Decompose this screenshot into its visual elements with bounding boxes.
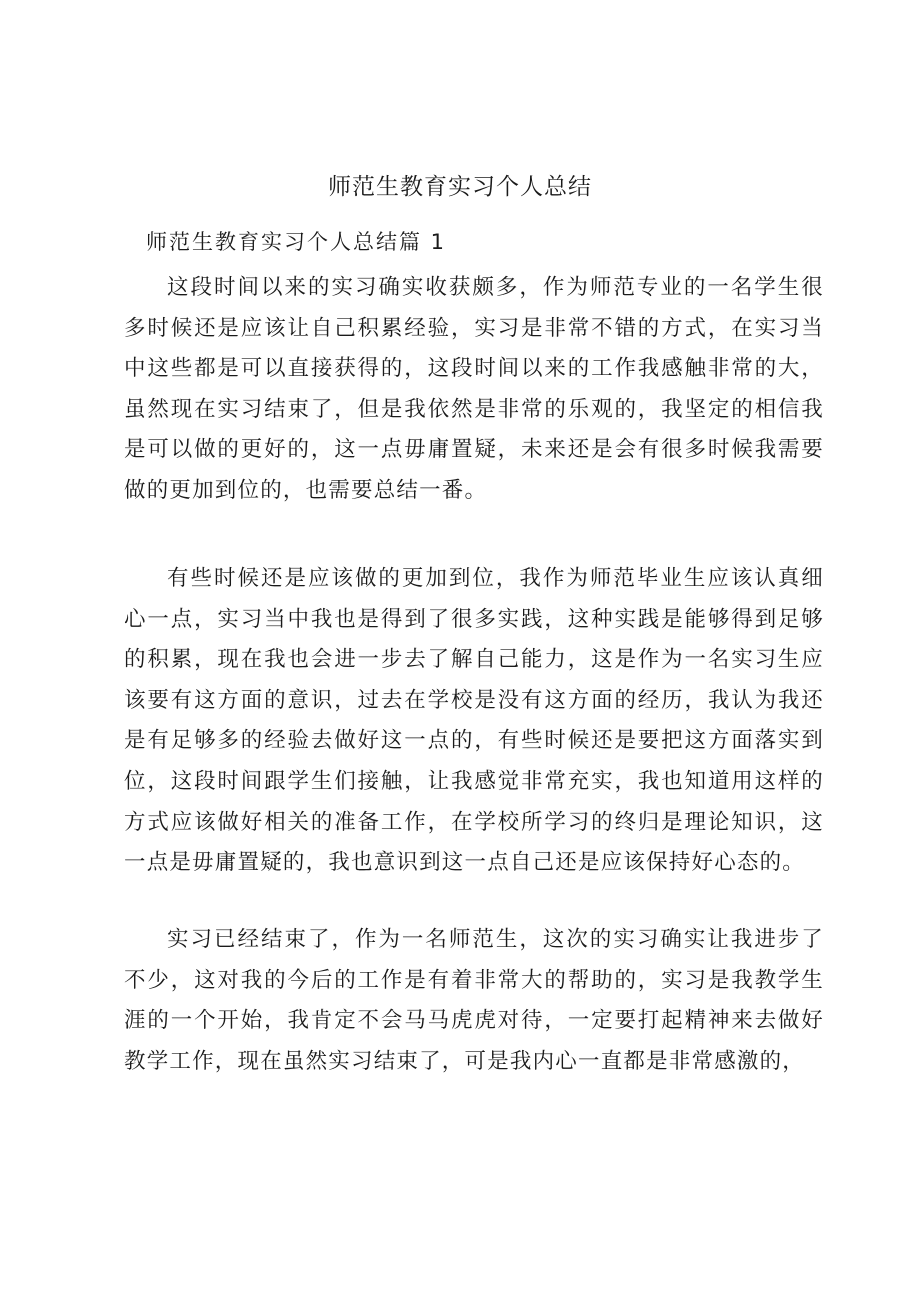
document-title: 师范生教育实习个人总结 [328,174,592,200]
paragraph-2: 有些时候还是应该做的更加到位，我作为师范毕业生应该认真细心一点，实习当中我也是得到了很多实践，这种实践是能够得到足够的积累，现在我也会进一步去了解自己能力，这是作为一名实习生应该要有这方面的意识，过去在学校是没有这方面的经历，我认为我还是有足够多的经验去做好这一点的，有些时候还是要把这方面落实到位，这段时间跟学生们接触，让我感觉非常充实，我也知道用这样的方式应该做好相关的准备工作，在学校所学习的终归是理论知识，这一点是毋庸置疑的，我也意识到这一点自己还是应该保持好心态的。 [124,566,824,876]
document-subtitle: 师范生教育实习个人总结篇 1 [146,230,447,254]
paragraph-3: 实习已经结束了，作为一名师范生，这次的实习确实让我进步了不少，这对我的今后的工作是有着非常大的帮助的，实习是我教学生涯的一个开始，我肯定不会马马虎虎对待，一定要打起精神来去做好教学工作，现在虽然实习结束了，可是我内心一直都是非常感激的， [124,927,824,1074]
paragraph-1: 这段时间以来的实习确实收获颇多，作为师范专业的一名学生很多时候还是应该让自己积累经验，实习是非常不错的方式，在实习当中这些都是可以直接获得的，这段时间以来的工作我感触非常的大，虽然现在实习结束了，但是我依然是非常的乐观的，我坚定的相信我是可以做的更好的，这一点毋庸置疑，未来还是会有很多时候我需要做的更加到位的，也需要总结一番。 [124,275,824,503]
